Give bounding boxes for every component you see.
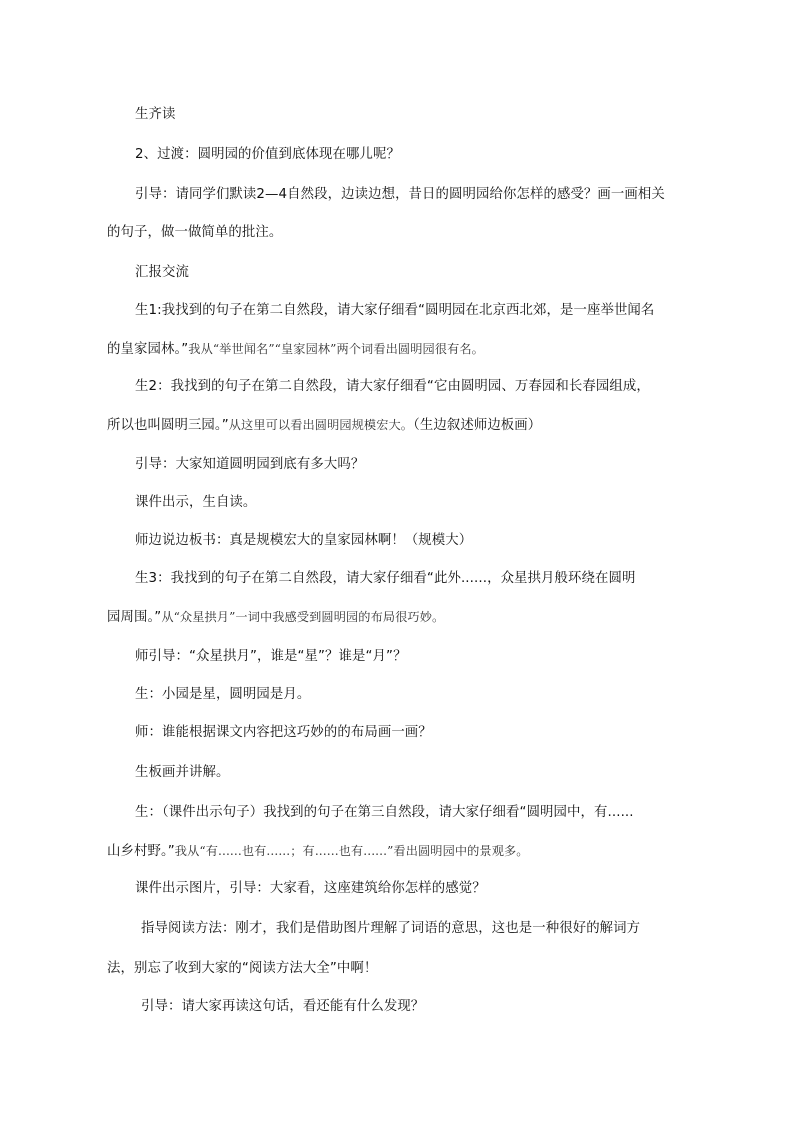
text: 园周围。” <box>107 610 162 625</box>
text: 生板画并讲解。 <box>135 765 230 780</box>
text: 指导阅读方法：刚才，我们是借助图片理解了词语的意思，这也是一种很好的解词方 <box>141 921 641 936</box>
text: 的句子，做一做简单的批注。 <box>107 225 283 240</box>
text: 师边说边板书：真是规模宏大的皇家园林啊！（规模大） <box>135 533 473 548</box>
paragraph-line <box>0 224 794 242</box>
text: 我从“举世闻名”“皇家园林”两个词看出圆明园很有名。 <box>188 342 484 356</box>
text: 从这里可以看出圆明园规模宏大。 <box>228 418 414 432</box>
paragraph-line <box>0 146 794 164</box>
text: 引导：大家知道圆明园到底有多大吗？ <box>135 457 365 472</box>
text: 引导：请同学们默读2—4自然段，边读边想，昔日的圆明园给你怎样的感受？画一画相关 <box>135 187 665 202</box>
text: 山乡村野。” <box>107 844 175 859</box>
paragraph-line <box>0 686 794 704</box>
text: 的皇家园林。” <box>107 342 189 357</box>
text: 生2：我找到的句子在第二自然段，请大家仔细看“它由圆明园、万春园和长春园组成， <box>135 379 650 394</box>
paragraph-line <box>0 608 794 627</box>
text: 法，别忘了收到大家的“阅读方法大全”中啊！ <box>107 961 378 976</box>
text: 从“众星拱月”一词中我感受到圆明园的布局很巧妙。 <box>161 610 445 624</box>
paragraph-line <box>0 570 794 588</box>
paragraph-line <box>0 648 794 666</box>
paragraph-line <box>0 998 794 1016</box>
text: 引导：请大家再读这句话，看还能有什么发现？ <box>141 999 425 1014</box>
text: 师引导：“众星拱月”，谁是“星”？谁是“月”？ <box>135 649 407 664</box>
paragraph-line <box>0 106 794 124</box>
paragraph-line <box>0 340 794 359</box>
paragraph-line <box>0 494 794 512</box>
paragraph-line <box>0 804 794 822</box>
paragraph-line <box>0 764 794 782</box>
text: 我从“有......也有......；有......也有......”看出圆明园中的景观多。 <box>174 844 529 858</box>
paragraph-line <box>0 264 794 282</box>
text: 2、过渡：圆明园的价值到底体现在哪儿呢？ <box>135 147 400 162</box>
paragraph-line <box>0 302 794 320</box>
paragraph-line <box>0 920 794 938</box>
paragraph-line <box>0 880 794 898</box>
text: 生齐读 <box>135 107 176 122</box>
paragraph-line <box>0 456 794 474</box>
text: 生：小园是星，圆明园是月。 <box>135 687 311 702</box>
text: 生1:我找到的句子在第二自然段，请大家仔细看“圆明园在北京西北郊，是一座举世闻名 <box>135 303 655 318</box>
paragraph-line <box>0 416 794 435</box>
text: 汇报交流 <box>135 265 189 280</box>
text: 课件出示，生自读。 <box>135 495 257 510</box>
paragraph-line <box>0 842 794 861</box>
text: 生：（课件出示句子）我找到的句子在第三自然段，请大家仔细看“圆明园中，有...... <box>135 805 634 820</box>
text: （生边叙述师边板画） <box>413 418 542 433</box>
text: 生3：我找到的句子在第二自然段，请大家仔细看“此外......，众星拱月般环绕在圆明 <box>135 571 636 586</box>
paragraph-line <box>0 378 794 396</box>
paragraph-line <box>0 532 794 550</box>
text: 所以也叫圆明三园。” <box>107 418 229 433</box>
text: 课件出示图片，引导：大家看，这座建筑给你怎样的感觉？ <box>135 881 486 896</box>
paragraph-line <box>0 724 794 742</box>
text: 师：谁能根据课文内容把这巧妙的的布局画一画？ <box>135 725 432 740</box>
paragraph-line <box>0 186 794 204</box>
paragraph-line <box>0 960 794 978</box>
